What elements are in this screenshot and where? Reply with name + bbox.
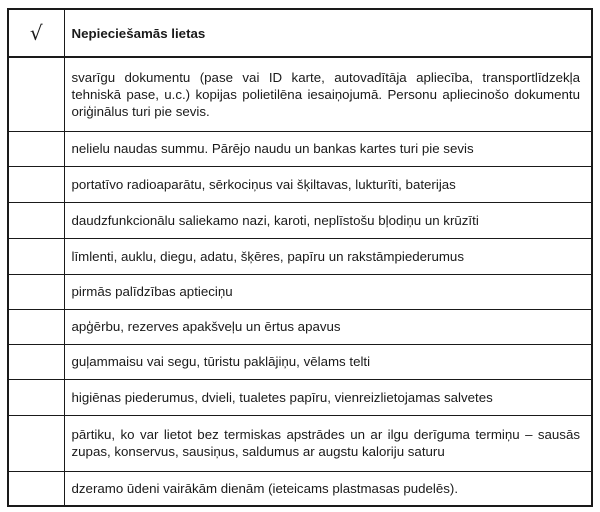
- check-cell[interactable]: [8, 471, 64, 506]
- check-cell[interactable]: [8, 131, 64, 166]
- check-cell[interactable]: [8, 166, 64, 202]
- item-text: daudzfunkcionālu saliekamo nazi, karoti, neplīstošu bļodiņu un krūzīti: [64, 202, 592, 238]
- table-row: [8, 131, 592, 166]
- item-text: higiēnas piederumus, dvieli, tualetes papīru, vienreizlietojamas salvetes: [64, 379, 592, 415]
- checklist-table: [7, 8, 593, 507]
- item-text: nelielu naudas summu. Pārējo naudu un bankas kartes turi pie sevis: [64, 131, 592, 166]
- item-text: pirmās palīdzības aptieciņu: [64, 274, 592, 309]
- check-cell[interactable]: [8, 344, 64, 379]
- check-cell[interactable]: [8, 415, 64, 471]
- check-cell[interactable]: [8, 274, 64, 309]
- table-title: Nepieciešamās lietas: [64, 9, 592, 57]
- table-row: [8, 471, 592, 506]
- table-row: [8, 202, 592, 238]
- table-row: [8, 379, 592, 415]
- check-cell[interactable]: [8, 379, 64, 415]
- item-text: dzeramo ūdeni vairākām dienām (ieteicams plastmasas pudelēs).: [64, 471, 592, 506]
- check-cell[interactable]: [8, 309, 64, 344]
- check-cell[interactable]: [8, 238, 64, 274]
- item-text: pārtiku, ko var lietot bez termiskas apstrādes un ar ilgu derīguma termiņu – sausās zupas, konservus, sausiņus, saldumus ar augstu kaloriju saturu: [64, 415, 592, 471]
- table-row: [8, 344, 592, 379]
- table-row: [8, 238, 592, 274]
- item-text: apģērbu, rezerves apakšveļu un ērtus apavus: [64, 309, 592, 344]
- table-row: [8, 415, 592, 471]
- checkmark-header: √: [8, 9, 64, 57]
- table-row: [8, 57, 592, 131]
- check-cell[interactable]: [8, 202, 64, 238]
- table-row: [8, 166, 592, 202]
- item-text: līmlenti, auklu, diegu, adatu, šķēres, papīru un rakstāmpiederumus: [64, 238, 592, 274]
- item-text: portatīvo radioaparātu, sērkociņus vai šķiltavas, lukturīti, baterijas: [64, 166, 592, 202]
- check-cell[interactable]: [8, 57, 64, 131]
- table-row: [8, 274, 592, 309]
- item-text: svarīgu dokumentu (pase vai ID karte, autovadītāja apliecība, transportlīdzekļa tehniskā pase, u.c.) kopijas polietilēna iesaiņojumā. Personu apliecinošo dokumentu oriģinālus turi pie sevis.: [64, 57, 592, 131]
- table-row: [8, 309, 592, 344]
- item-text: guļammaisu vai segu, tūristu paklājiņu, vēlams telti: [64, 344, 592, 379]
- header-row: [8, 9, 592, 57]
